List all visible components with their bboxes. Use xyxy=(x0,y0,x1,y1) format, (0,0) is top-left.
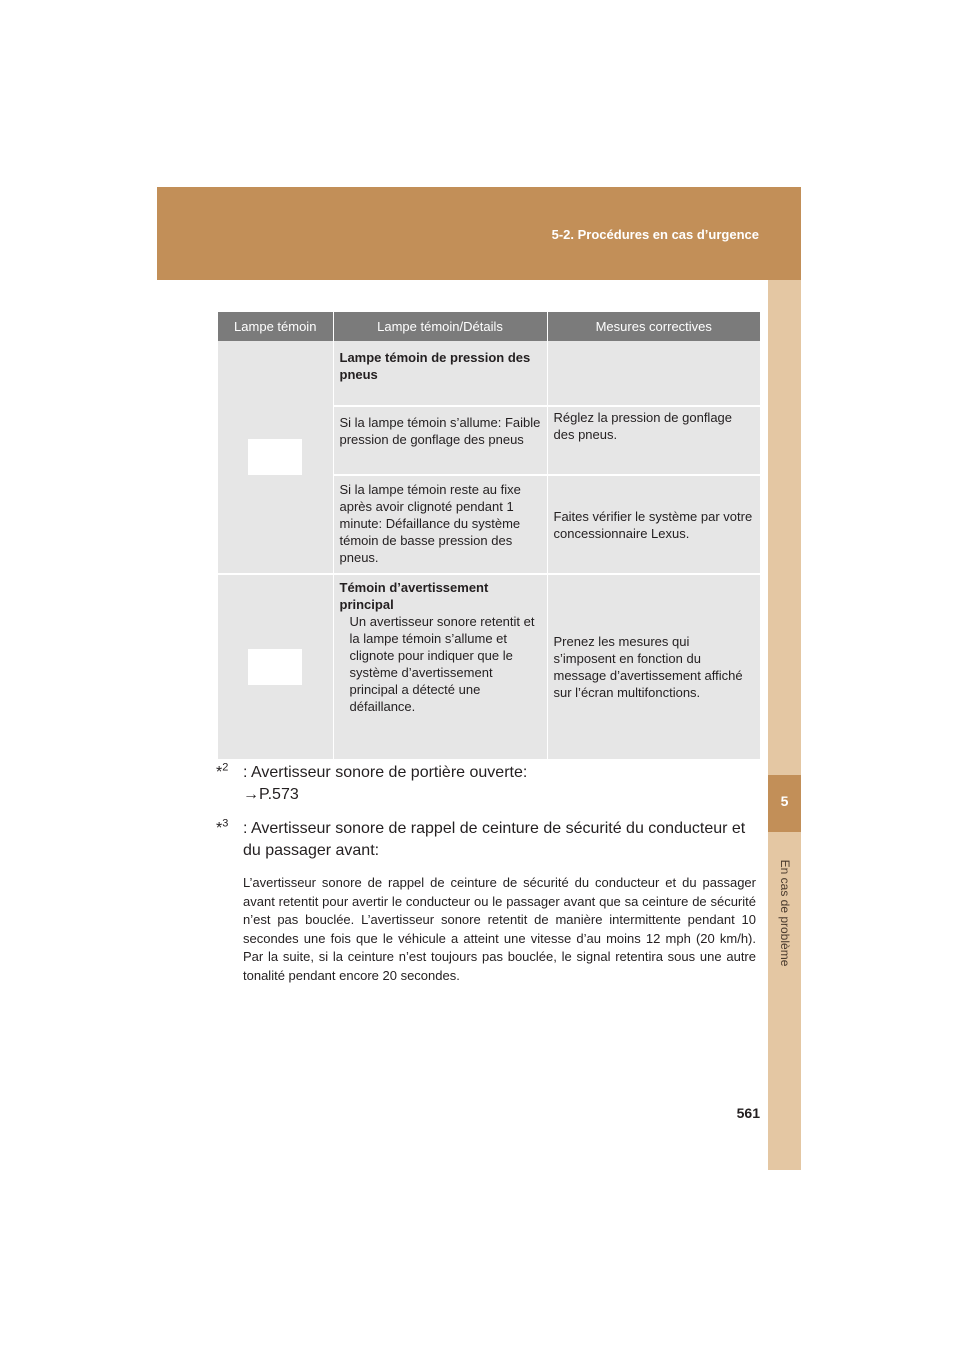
section-title: 5-2. Procédures en cas d’urgence xyxy=(551,227,759,242)
footnotes xyxy=(216,762,756,985)
tire-title: Lampe témoin de pression des pneus xyxy=(333,341,547,406)
tire-row1-details: Si la lampe témoin s’allume: Faible pression de gonflage des pneus xyxy=(333,406,547,475)
tire-row2-action: Faites vérifier le système par votre concessionnaire Lexus. xyxy=(547,475,760,574)
lamp-cell xyxy=(218,574,333,759)
chapter-label: En cas de problème xyxy=(777,859,792,967)
footnote-2-ref: →P.573 xyxy=(243,786,299,803)
master-warning-icon xyxy=(248,649,302,685)
master-action: Prenez les mesures qui s’imposent en fonction du message d’avertissement affiché sur l’écran multifonctions. xyxy=(547,574,760,759)
chapter-tab xyxy=(768,775,801,832)
chapter-label-box xyxy=(768,838,801,988)
header-lamp: Lampe témoin xyxy=(218,312,333,341)
table-row xyxy=(218,574,760,759)
footnote-2-text: : Avertisseur sonore de portière ouverte: xyxy=(243,764,528,781)
footnote-3-text: : Avertisseur sonore de rappel de ceinture de sécurité du conducteur et du passager avant: xyxy=(243,820,746,859)
master-details: Un avertisseur sonore retentit et la lampe témoin s’allume et clignote pour indiquer que le système d’avertissement principal a détecté une défaillance. xyxy=(349,614,535,714)
lamp-cell xyxy=(218,341,333,574)
header-actions: Mesures correctives xyxy=(547,312,760,341)
table-header-row xyxy=(218,312,760,341)
chapter-number: 5 xyxy=(780,793,789,809)
footnote-2 xyxy=(216,762,756,806)
footnote-3 xyxy=(216,818,756,862)
master-cell xyxy=(333,574,547,759)
warning-lamp-table xyxy=(218,312,760,759)
table-row xyxy=(218,341,760,406)
footnote-3-body: L’avertisseur sonore de rappel de ceinture de sécurité du conducteur et du passager avant retentit pour avertir le conducteur ou le passager avant que sa ceinture de sécurité n’est pas bouclée. L’avertisseur sonore retentit de manière intermittente pendant 10 secondes une fois que le véhicule a atteint une vitesse d’au moins 12 mph (20 km/h). Par la suite, si la ceinture n’est toujours pas bouclée, le signal retentira sous une autre tonalité pendant encore 20 secondes. xyxy=(243,875,756,983)
tire-row2-details: Si la lampe témoin reste au fixe après avoir clignoté pendant 1 minute: Défaillance du système témoin de basse pression des pneus. xyxy=(333,475,547,574)
master-title: Témoin d’avertissement principal xyxy=(339,580,489,612)
page-number: 561 xyxy=(736,1105,760,1121)
tire-pressure-warning-icon xyxy=(248,439,302,475)
empty-cell xyxy=(547,341,760,406)
header-band xyxy=(157,187,801,280)
side-strip xyxy=(768,280,801,1170)
footnote-3-marker: *$^3$ xyxy=(216,817,229,837)
footnote-2-marker: *$^2$ xyxy=(216,761,229,781)
tire-row1-action: Réglez la pression de gonflage des pneus. xyxy=(547,406,760,475)
header-details: Lampe témoin/Détails xyxy=(333,312,547,341)
